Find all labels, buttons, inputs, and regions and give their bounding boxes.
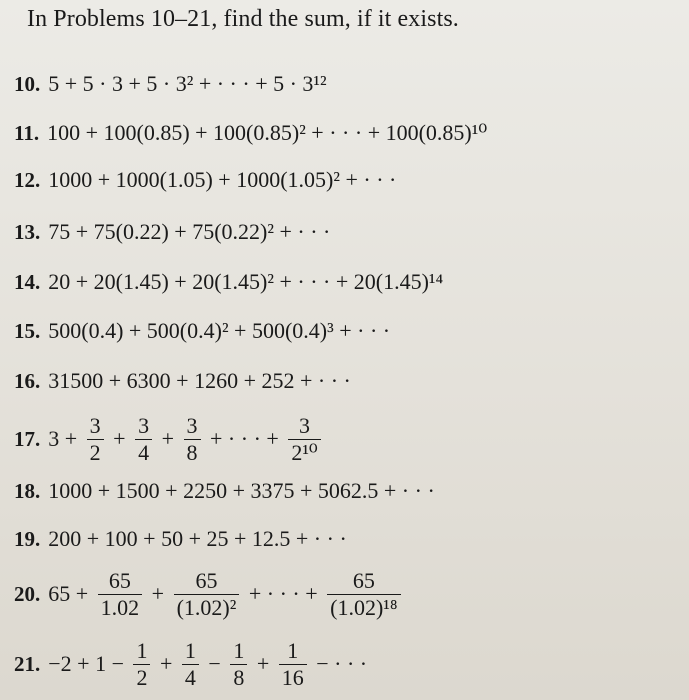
fraction-denominator: 4	[182, 664, 199, 689]
problem-14	[14, 260, 443, 304]
fraction-denominator: 4	[135, 439, 152, 464]
problem-expression	[48, 569, 404, 618]
expression-text: + · · · +	[204, 426, 285, 451]
expression-text: +	[251, 651, 275, 676]
fraction	[87, 414, 104, 463]
problem-10	[14, 62, 327, 106]
problem-expression: 500(0.4) + 500(0.4)² + 500(0.4)³ + · · ·	[48, 318, 391, 343]
problem-13	[14, 210, 330, 254]
expression-text: +	[107, 426, 132, 451]
fraction-numerator: 3	[138, 413, 150, 439]
fraction-numerator: 3	[186, 413, 198, 439]
problem-number: 13.	[14, 219, 41, 244]
problem-number: 17.	[14, 426, 41, 451]
fraction-numerator: 3	[299, 413, 311, 439]
problem-18	[14, 469, 435, 513]
expression-text: 3 +	[48, 426, 83, 451]
expression-text: +	[154, 651, 178, 676]
expression-text: +	[146, 581, 170, 606]
problem-number: 11.	[14, 120, 40, 145]
fraction-numerator: 1	[287, 638, 299, 664]
fraction	[327, 569, 400, 618]
problem-expression: 1000 + 1500 + 2250 + 3375 + 5062.5 + · · ·	[48, 478, 435, 503]
fraction-denominator: 8	[230, 664, 247, 689]
expression-text: 65 +	[48, 581, 94, 606]
problem-21	[14, 636, 367, 692]
fraction-denominator: (1.02)²	[174, 594, 240, 619]
fraction	[182, 639, 199, 688]
expression-text: −2 + 1 −	[48, 651, 130, 676]
problem-number: 14.	[14, 269, 41, 294]
problem-15	[14, 309, 390, 353]
problem-expression: 5 + 5 · 3 + 5 · 3² + · · · + 5 · 3¹²	[48, 71, 327, 96]
fraction	[98, 569, 143, 618]
problem-number: 15.	[14, 318, 41, 343]
problem-number: 20.	[14, 581, 41, 606]
fraction-denominator: 2	[133, 664, 150, 689]
problem-expression: 100 + 100(0.85) + 100(0.85)² + · · · + 100(0.85)¹⁰	[47, 120, 488, 145]
expression-text: −	[202, 651, 227, 676]
problem-number: 21.	[14, 651, 41, 676]
problem-number: 19.	[14, 526, 41, 551]
fraction-denominator: (1.02)¹⁸	[327, 594, 400, 619]
problem-16	[14, 359, 351, 403]
problem-20	[14, 565, 405, 623]
fraction-numerator: 65	[108, 568, 131, 594]
problem-expression: 75 + 75(0.22) + 75(0.22)² + · · ·	[48, 219, 331, 244]
problem-number: 18.	[14, 478, 41, 503]
fraction	[135, 414, 152, 463]
problem-expression: 20 + 20(1.45) + 20(1.45)² + · · · + 20(1.45)¹⁴	[48, 269, 444, 294]
expression-text: − · · ·	[310, 651, 368, 676]
fraction-numerator: 1	[233, 638, 245, 664]
problem-number: 12.	[14, 167, 41, 192]
problem-number: 16.	[14, 368, 41, 393]
fraction-denominator: 1.02	[98, 594, 143, 619]
problem-expression: 200 + 100 + 50 + 25 + 12.5 + · · ·	[48, 526, 347, 551]
problem-expression: 1000 + 1000(1.05) + 1000(1.05)² + · · ·	[48, 167, 397, 192]
fraction-numerator: 3	[89, 413, 101, 439]
instructions-heading: In Problems 10–21, find the sum, if it exists.	[27, 6, 459, 32]
fraction	[279, 639, 307, 688]
fraction	[230, 639, 247, 688]
expression-text: +	[156, 426, 180, 451]
fraction-denominator: 16	[279, 664, 307, 689]
fraction	[288, 414, 320, 463]
fraction-numerator: 1	[184, 638, 196, 664]
problem-expression	[48, 414, 324, 463]
problem-expression: 31500 + 6300 + 1260 + 252 + · · ·	[48, 368, 351, 393]
fraction	[133, 639, 150, 688]
problem-expression	[48, 639, 367, 688]
fraction-numerator: 65	[352, 568, 375, 594]
fraction-denominator: 8	[184, 439, 201, 464]
problem-11	[14, 111, 487, 155]
fraction-denominator: 2¹⁰	[288, 439, 320, 464]
fraction-numerator: 1	[136, 638, 148, 664]
fraction-numerator: 65	[195, 568, 218, 594]
fraction-denominator: 2	[87, 439, 104, 464]
problem-12	[14, 158, 396, 202]
fraction	[174, 569, 240, 618]
problem-17	[14, 412, 325, 466]
problem-19	[14, 517, 347, 561]
fraction	[184, 414, 201, 463]
problem-number: 10.	[14, 71, 41, 96]
expression-text: + · · · +	[243, 581, 324, 606]
